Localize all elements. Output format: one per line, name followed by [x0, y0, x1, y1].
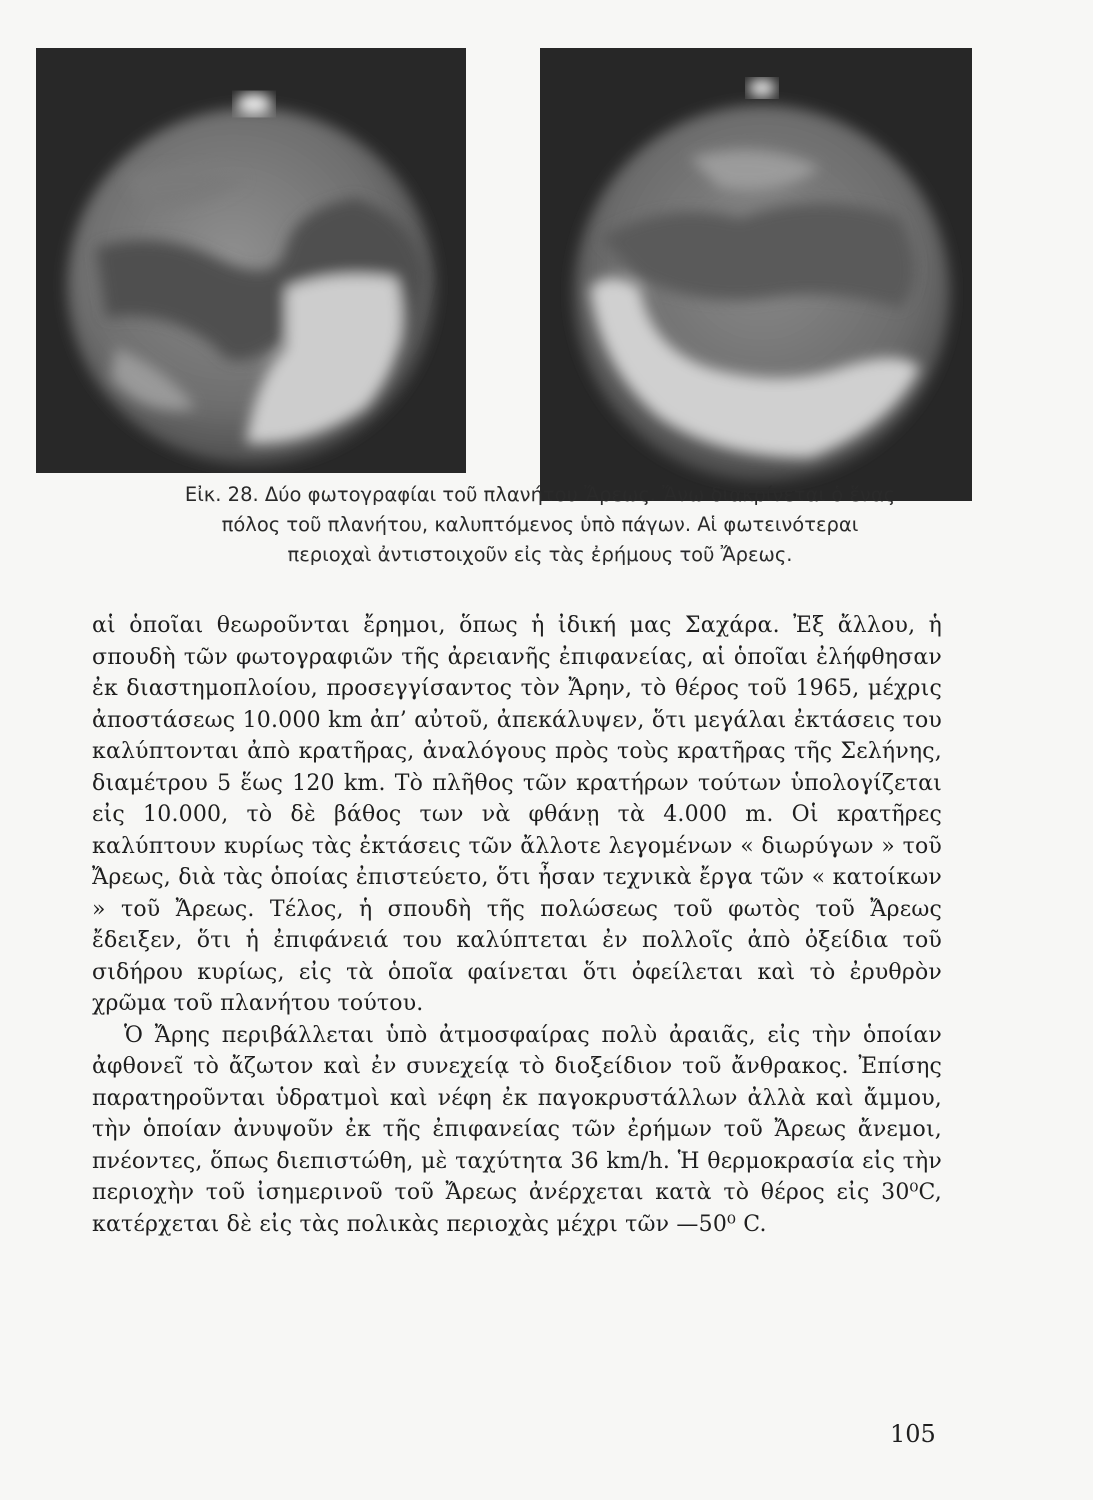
mars-photo-left: [36, 48, 466, 473]
polar-cap-left: [236, 93, 272, 115]
polar-cap-right: [748, 79, 776, 97]
mars-photo-right: [540, 48, 972, 501]
page-number: 105: [890, 1420, 936, 1448]
body-text: [92, 610, 942, 1240]
caption-line: πόλος τοῦ πλανήτου, καλυπτόμενος ὑπὸ πάγων. Αἱ φωτεινότεραι: [221, 513, 859, 536]
mars-photo-right-image: [540, 48, 972, 501]
paragraph-2: Ὁ Ἄρης περιβάλλεται ὑπὸ ἀτμοσφαίρας πολὺ ἀραιᾶς, εἰς τὴν ὁποίαν ἀφθονεῖ τὸ ἄζωτον καὶ ἐν συνεχείᾳ τὸ διοξείδιον τοῦ ἄνθρακος. Ἐπίσης παρατηροῦνται ὑδρατμοὶ καὶ νέφη ἐκ παγοκρυστάλλων ἀλλὰ καὶ ἄμμου, τὴν ὁποίαν ἀνυψοῦν ἐκ τῆς ἐπιφανείας τῶν ἐρήμων τοῦ Ἄρεως ἄνεμοι, πνέοντες, ὅπως διεπιστώθη, μὲ ταχύτητα 36 km/h. Ἡ θερμοκρασία εἰς τὴν περιοχὴν τοῦ ἰσημερινοῦ τοῦ Ἄρεως ἀνέρχεται κατὰ τὸ θέρος εἰς 30⁰C, κατέρχεται δὲ εἰς τὰς πολικὰς περιοχὰς μέχρι τῶν —50⁰ C.: [92, 1022, 942, 1237]
caption-line: Εἰκ. 28. Δύο φωτογραφίαι τοῦ πλανήτου Ἄρεως. Ἄνω διακρίνεται ὁ ἕνας: [184, 483, 896, 506]
figure-caption: [130, 480, 950, 570]
mars-photo-left-image: [36, 48, 466, 473]
paragraph-1: αἱ ὁποῖαι θεωροῦνται ἔρημοι, ὅπως ἡ ἰδική μας Σαχάρα. Ἐξ ἄλλου, ἡ σπουδὴ τῶν φωτογραφιῶν τῆς ἀρειανῆς ἐπιφανείας, αἱ ὁποῖαι ἐλήφθησαν ἐκ διαστημοπλοίου, προσεγγίσαντος τὸν Ἄρην, τὸ θέρος τοῦ 1965, μέχρις ἀποστάσεως 10.000 km ἀπ’ αὐτοῦ, ἀπεκάλυψεν, ὅτι μεγάλαι ἐκτάσεις του καλύπτονται ἀπὸ κρατῆρας, ἀναλόγους πρὸς τοὺς κρατῆρας τῆς Σελήνης, διαμέτρου 5 ἕως 120 km. Τὸ πλῆθος τῶν κρατήρων τούτων ὑπολογίζεται εἰς 10.000, τὸ δὲ βάθος των νὰ φθάνῃ τὰ 4.000 m. Οἱ κρατῆρες καλύπτουν κυρίως τὰς ἐκτάσεις τῶν ἄλλοτε λεγομένων « διωρύγων » τοῦ Ἄρεως, διὰ τὰς ὁποίας ἐπιστεύετο, ὅτι ἦσαν τεχνικὰ ἔργα τῶν « κατοίκων » τοῦ Ἄρεως. Τέλος, ἡ σπουδὴ τῆς πολώσεως τοῦ φωτὸς τοῦ Ἄρεως ἔδειξεν, ὅτι ἡ ἐπιφάνειά του καλύπτεται ἐν πολλοῖς ἀπὸ ὀξείδια τοῦ σιδήρου κυρίως, εἰς τὰ ὁποῖα φαίνεται ὅτι ὀφείλεται καὶ τὸ ἐρυθρὸν χρῶμα τοῦ πλανήτου τούτου.: [92, 613, 942, 1016]
caption-line: περιοχαὶ ἀντιστοιχοῦν εἰς τὰς ἐρήμους τοῦ Ἄρεως.: [287, 543, 793, 566]
